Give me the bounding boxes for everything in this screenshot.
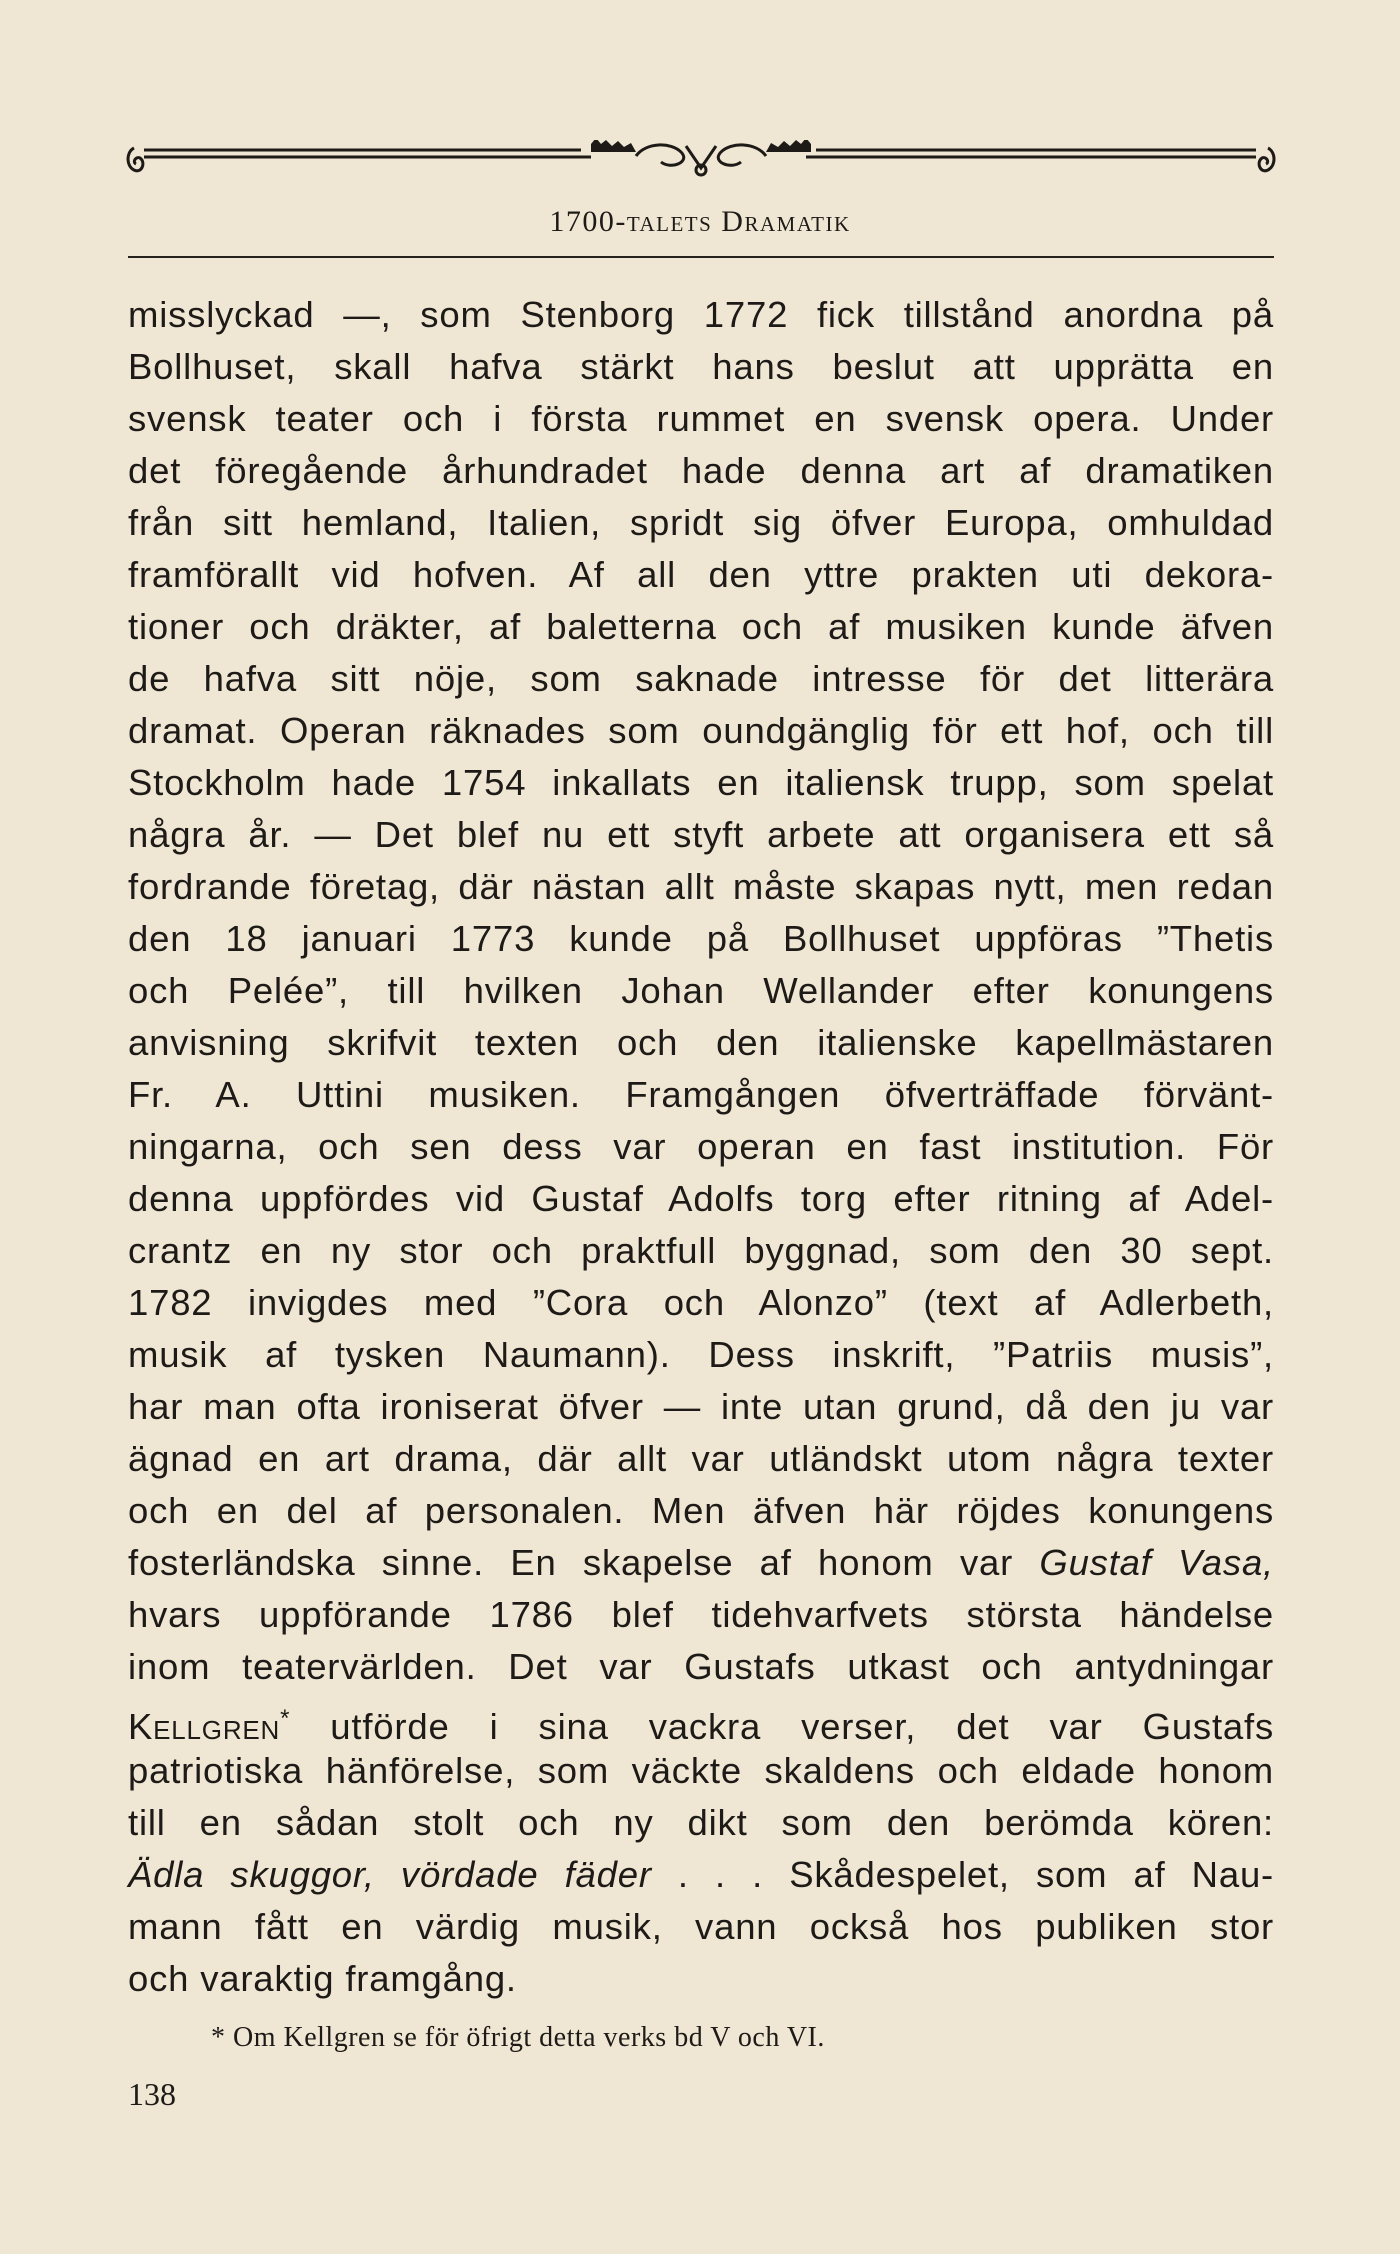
body-text-segment: fosterländska sinne. En skapelse af honom var (128, 1542, 1040, 1583)
body-line: Fr. A. Uttini musiken. Framgången öfverträffade förvänt- (128, 1074, 1274, 1115)
body-line: det föregående århundradet hade denna art af dramatiken (128, 450, 1274, 491)
body-line: och Pelée”, till hvilken Johan Wellander efter konungens (128, 970, 1274, 1011)
body-line: dramat. Operan räknades som oundgänglig för ett hof, och till (128, 710, 1274, 751)
body-line: Stockholm hade 1754 inkallats en italiensk trupp, som spelat (128, 762, 1274, 803)
body-line: har man ofta ironiserat öfver — inte utan grund, då den ju var (128, 1386, 1274, 1427)
body-line: mann fått en värdig musik, vann också hos publiken stor (128, 1906, 1274, 1947)
chorus-title: Ädla skuggor, vördade fäder (128, 1854, 652, 1895)
body-line: crantz en ny stor och praktfull byggnad, som den 30 sept. (128, 1230, 1274, 1271)
body-line: musik af tysken Naumann). Dess inskrift, ”Patriis musis”, (128, 1334, 1274, 1375)
body-line (128, 1537, 1274, 1589)
body-line: inom teatervärlden. Det var Gustafs utkast och antydningar (128, 1646, 1274, 1687)
body-line: och varaktig framgång. (128, 1958, 517, 1999)
body-line: från sitt hemland, Italien, spridt sig öfver Europa, omhuldad (128, 502, 1274, 543)
footnote-marker: * (280, 1705, 291, 1732)
header-rule (128, 256, 1274, 258)
body-line (128, 1849, 1274, 1901)
body-line: svensk teater och i första rummet en svensk opera. Under (128, 398, 1274, 439)
page-number: 138 (128, 2076, 176, 2112)
body-text-segment: . . . Skådespelet, som af Nau- (651, 1854, 1274, 1895)
body-line: ägnad en art drama, där allt var utländskt utom några texter (128, 1438, 1274, 1479)
body-text-segment: utförde i sina vackra verser, det var Gustafs (290, 1706, 1274, 1748)
body-line: den 18 januari 1773 kunde på Bollhuset uppföras ”Thetis (128, 918, 1274, 959)
body-text (128, 289, 1274, 2005)
body-line: framförallt vid hofven. Af all den yttre prakten uti dekora- (128, 554, 1274, 595)
body-line: fordrande företag, där nästan allt måste skapas nytt, men redan (128, 866, 1274, 907)
body-line: anvisning skrifvit texten och den italienske kapellmästaren (128, 1022, 1274, 1063)
body-line: hvars uppförande 1786 blef tidehvarfvets största händelse (128, 1594, 1274, 1635)
body-line: och en del af personalen. Men äfven här röjdes konungens (128, 1490, 1274, 1531)
body-line: patriotiska hänförelse, som väckte skaldens och eldade honom (128, 1750, 1274, 1791)
running-header: 1700-talets Dramatik (549, 205, 851, 238)
author-name-kellgren: Kellgren (128, 1706, 281, 1748)
footnote: * Om Kellgren se för öfrigt detta verks bd V och VI. (211, 2022, 825, 2053)
body-line: till en sådan stolt och ny dikt som den berömda kören: (128, 1802, 1274, 1843)
body-line: denna uppfördes vid Gustaf Adolfs torg efter ritning af Adel- (128, 1178, 1274, 1219)
header-ornament (126, 140, 1276, 195)
body-line: misslyckad —, som Stenborg 1772 fick tillstånd anordna på (128, 294, 1274, 335)
body-line: ningarna, och sen dess var operan en fast institution. För (128, 1126, 1274, 1167)
body-line: de hafva sitt nöje, som saknade intresse för det litterära (128, 658, 1274, 699)
body-line: 1782 invigdes med ”Cora och Alonzo” (text af Adlerbeth, (128, 1282, 1274, 1323)
body-line: några år. — Det blef nu ett styft arbete att organisera ett så (128, 814, 1274, 855)
play-title-gustaf-vasa: Gustaf Vasa, (1039, 1542, 1274, 1583)
body-line: tioner och dräkter, af baletterna och af musiken kunde äfven (128, 606, 1274, 647)
body-line: Bollhuset, skall hafva stärkt hans beslut att upprätta en (128, 346, 1274, 387)
body-line (128, 1693, 1274, 1748)
